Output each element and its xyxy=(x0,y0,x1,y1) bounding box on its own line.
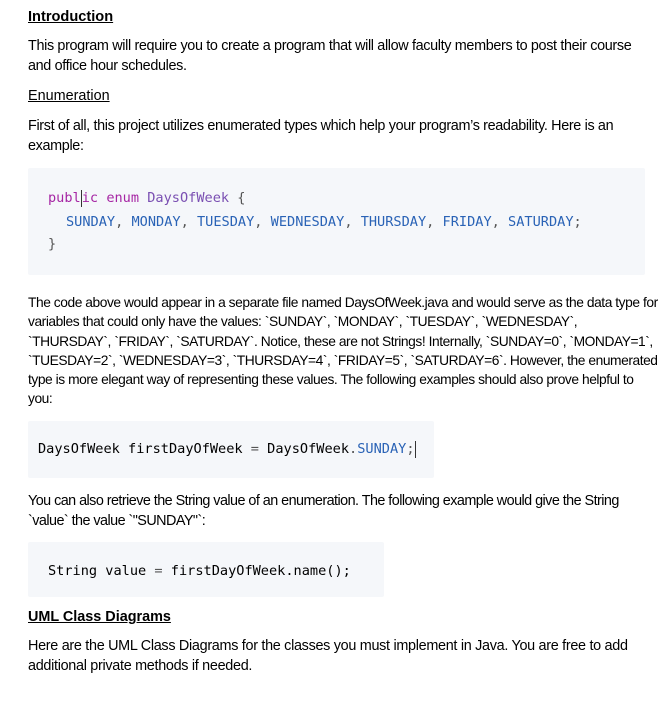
uml-paragraph: Here are the UML Class Diagrams for the classes you must implement in Java. You are free to add additional private methods if needed. xyxy=(28,638,628,674)
keyword-enum: enum xyxy=(106,190,140,206)
enum-value: MONDAY xyxy=(131,214,181,230)
type-name: String xyxy=(48,563,98,579)
enum-value: WEDNESDAY xyxy=(270,214,345,230)
introduction-paragraph: This program will require you to create a program that will allow faculty members to post their course and office hour schedules. xyxy=(28,38,632,74)
enum-code-block xyxy=(28,168,645,275)
text-cursor xyxy=(415,441,416,458)
equals-operator: = xyxy=(250,441,259,457)
assignment-line: DaysOfWeek firstDayOfWeek = DaysOfWeek.SUNDAY; xyxy=(38,441,415,457)
rhs-type: DaysOfWeek xyxy=(267,441,350,457)
assignment-code-block xyxy=(28,421,434,478)
uml-heading: UML Class Diagrams xyxy=(28,609,171,625)
close-brace: } xyxy=(48,236,57,252)
enum-values-line: SUNDAY, MONDAY, TUESDAY, WEDNESDAY, THURSDAY, FRIDAY, SATURDAY; xyxy=(66,214,582,230)
method-call: firstDayOfWeek.name(); xyxy=(170,563,351,579)
variable-name: value xyxy=(105,563,147,579)
type-name: DaysOfWeek xyxy=(38,441,120,457)
enum-type-name: DaysOfWeek xyxy=(147,190,230,206)
equals-operator: = xyxy=(154,563,163,579)
enumeration-intro-paragraph: First of all, this project utilizes enumerated types which help your program’s readability. Here is an example: xyxy=(28,118,614,154)
enumeration-heading: Enumeration xyxy=(28,88,110,104)
open-brace: { xyxy=(237,190,246,206)
enum-value: TUESDAY xyxy=(196,214,255,230)
enum-constant: SUNDAY xyxy=(357,441,407,457)
enum-value: THURSDAY xyxy=(360,214,427,230)
introduction-heading: Introduction xyxy=(28,9,114,25)
string-code-block xyxy=(28,542,384,597)
enum-value: FRIDAY xyxy=(442,214,492,230)
enum-value: SUNDAY xyxy=(66,214,116,230)
enum-value: SATURDAY xyxy=(508,214,574,230)
enum-declaration-line xyxy=(48,189,245,207)
enumeration-explanation-paragraph: The code above would appear in a separate file named DaysOfWeek.java and would serve as the data type for variables that could only have the values: `SUNDAY`, `MONDAY`, `TUESDAY`, `WEDNESDAY`, `THURSDAY`, `FRIDAY`, `SATURDAY`. Notice, these are not Strings! Internally, `SUNDAY=0`, `MONDAY=1`, `TUESDAY=2`, `WEDNESDAY=3`, `THURSDAY=4`, `FRIDAY=5`, `SATURDAY=6`. However, the enumerated type is more elegant way of representing these values. The following examples should also prove helpful to you: xyxy=(28,295,658,407)
keyword-public: public xyxy=(48,190,99,206)
string-value-paragraph: You can also retrieve the String value of an enumeration. The following example would give the String `value` the value `"SUNDAY"`: xyxy=(28,493,619,529)
variable-name: firstDayOfWeek xyxy=(128,441,243,457)
string-assignment-line xyxy=(48,562,351,582)
